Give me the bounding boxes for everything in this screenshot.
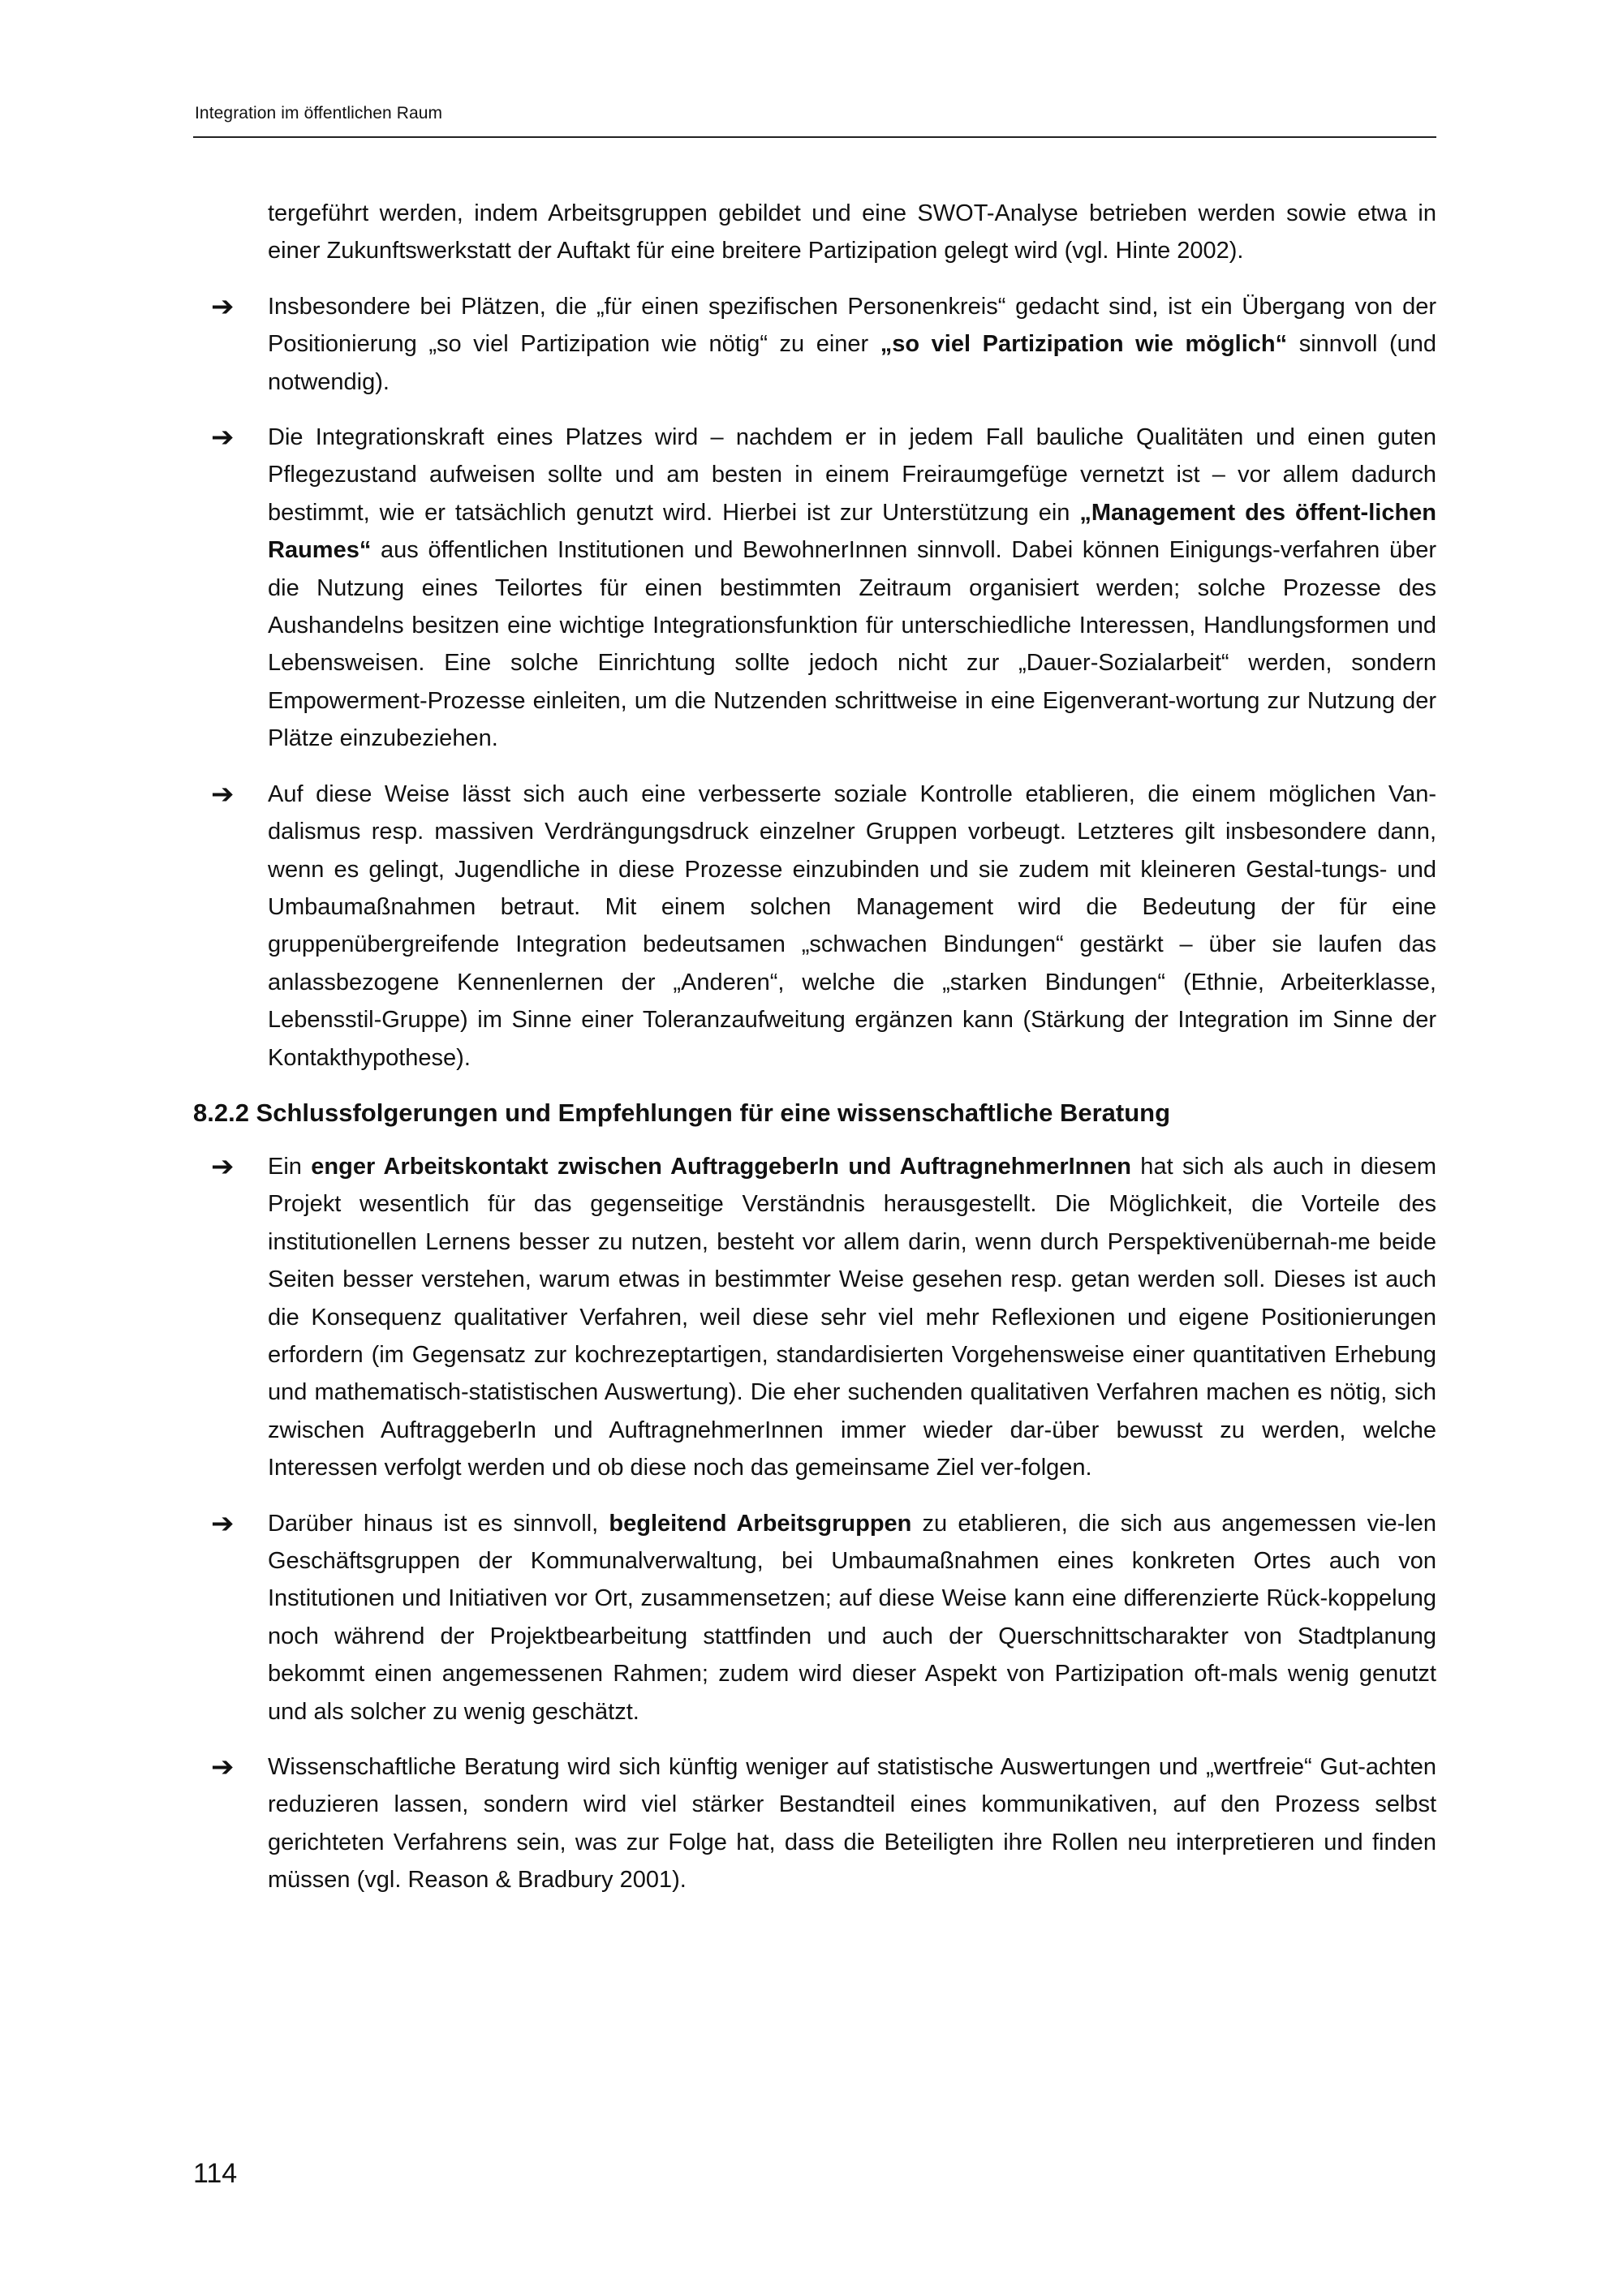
paragraph-text: Ein xyxy=(268,1153,312,1180)
paragraph-list-1 xyxy=(193,195,1436,1077)
arrow-bullet-icon: ➔ xyxy=(211,1150,235,1182)
paragraph-text: Darüber hinaus ist es sinnvoll, xyxy=(268,1510,609,1537)
body-paragraph xyxy=(211,419,1436,758)
body-paragraph xyxy=(268,195,1436,270)
section-heading: 8.2.2 Schlussfolgerungen und Empfehlungen für eine wissenschaftliche Beratung xyxy=(193,1098,1171,1127)
paragraph-text: aus öffentlichen Institutionen und BewohnerInnen sinnvoll. Dabei können Einigungs-verfahren über die Nutzung eines Teilortes für einen bestimmten Zeitraum organisiert werden; solche Prozesse des Aushandelns besitzen eine wichtige Integrationsfunktion für unterschiedliche Interessen, Handlungsformen und Lebensweisen. Eine solche Einrichtung sollte jedoch nicht zur „Dauer-Sozialarbeit“ werden, sondern Empowerment-Prozesse einleiten, um die Nutzenden schrittweise in eine Eigenverant-wortung zur Nutzung der Plätze einzubeziehen. xyxy=(268,537,1436,752)
page-number: 114 xyxy=(193,2158,238,2189)
body-paragraph xyxy=(211,1748,1436,1899)
emphasis-text: „so viel Partizipation wie möglich“ xyxy=(880,331,1288,358)
header-rule xyxy=(193,136,1436,138)
body-paragraph xyxy=(211,1505,1437,1731)
emphasis-text: begleitend Arbeitsgruppen xyxy=(609,1510,912,1537)
paragraph-text: hat sich als auch in diesem Projekt wesentlich für das gegenseitige Verständnis herausgestellt. Die Möglichkeit, die Vorteile des institutionellen Lernens besser zu nutzen, besteht vor allem darin, wenn durch Perspektivenübernah-me beide Seiten besser verstehen, warum etwas in bestimmter Weise gesehen resp. getan werden soll. Dieses ist auch die Konsequenz qualitativer Verfahren, weil diese sehr viel mehr Reflexionen und eigene Positionierungen erfordern (im Gegensatz zur kochrezeptartigen, standardisierten Vorgehensweise einer quantitativen Erhebung und mathematisch-statistischen Auswertung). Die eher suchenden qualitativen Verfahren machen es nötig, sich zwischen AuftraggeberIn und AuftragnehmerInnen immer wieder dar-über bewusst zu werden, welche Interessen verfolgt werden und ob diese noch das gemeinsame Ziel ver-folgen. xyxy=(268,1153,1436,1481)
paragraph-text: sinnvoll (und notwendig). xyxy=(268,331,1437,395)
arrow-bullet-icon: ➔ xyxy=(211,290,235,322)
arrow-bullet-icon: ➔ xyxy=(211,1752,235,1783)
body-paragraph xyxy=(211,288,1437,401)
running-header-title: Integration im öffentlichen Raum xyxy=(195,104,443,123)
paragraph-text: Insbesondere bei Plätzen, die „für einen spezifischen Personenkreis“ gedacht sind, ist ein Übergang von der Positionierung „so viel Partizipation wie nötig“ zu einer xyxy=(268,293,1436,358)
paragraph-text: Wissenschaftliche Beratung wird sich künftig weniger auf statistische Auswertungen und „wertfreie“ Gut-achten reduzieren lassen, sondern wird viel stärker Bestandteil eines kommunikativen, auf den Prozess selbst gerichteten Verfahrens sein, was zur Folge hat, dass die Beteiligten ihre Rollen neu interpretieren und finden müssen (vgl. Reason & Bradbury 2001). xyxy=(268,1754,1436,1894)
paragraph-text: tergeführt werden, indem Arbeitsgruppen gebildet und eine SWOT-Analyse betrieben werden sowie etwa in einer Zukunftswerkstatt der Auftakt für eine breitere Partizipation gelegt wird (vgl. Hinte 2002). xyxy=(268,200,1436,264)
emphasis-text: enger Arbeitskontakt zwischen AuftraggeberIn und AuftragnehmerInnen xyxy=(311,1153,1131,1180)
paragraph-text: zu etablieren, die sich aus angemessen vie-len Geschäftsgruppen der Kommunalverwaltung, bei Umbaumaßnahmen eines konkreten Ortes auch von Institutionen und Initiativen vor Ort, zusammensetzen; auf diese Weise kann eine differenzierte Rück-koppelung noch während der Projektbearbeitung stattfinden und auch der Querschnittscharakter von Stadtplanung bekommt einen angemessenen Rahmen; zudem wird dieser Aspekt von Partizipation oft-mals wenig genutzt und als solcher zu wenig geschätzt. xyxy=(268,1510,1437,1725)
paragraph-text: Die Integrationskraft eines Platzes wird – nachdem er in jedem Fall bauliche Qualitäten und einen guten Pflegezustand aufweisen sollte und am besten in einem Freiraumgefüge vernetzt ist – vor allem dadurch bestimmt, wie er tatsächlich genutzt wird. Hierbei ist zur Unterstützung ein xyxy=(268,424,1436,526)
paragraph-text: Auf diese Weise lässt sich auch eine verbesserte soziale Kontrolle etablieren, die einem möglichen Van-dalismus resp. massiven Verdrängungsdruck einzelner Gruppen vorbeugt. Letzteres gilt insbesondere dann, wenn es gelingt, Jugendliche in diese Prozesse einzubinden und sie zudem mit kleineren Gestal-tungs- und Umbaumaßnahmen betraut. Mit einem solchen Management wird die Bedeutung der für eine gruppenübergreifende Integration bedeutsamen „schwachen Bindungen“ gestärkt – über sie laufen das anlassbezogene Kennenlernen der „Anderen“, welche die „starken Bindungen“ (Ethnie, Arbeiterklasse, Lebensstil-Gruppe) im Sinne einer Toleranzaufweitung ergänzen kann (Stärkung der Integration im Sinne der Kontakthypothese). xyxy=(268,780,1436,1071)
arrow-bullet-icon: ➔ xyxy=(211,1507,235,1539)
arrow-bullet-icon: ➔ xyxy=(211,778,235,810)
arrow-bullet-icon: ➔ xyxy=(211,422,235,454)
body-paragraph xyxy=(211,776,1436,1077)
paragraph-list-2 xyxy=(193,1148,1436,1899)
body-paragraph xyxy=(211,1148,1436,1487)
page-body xyxy=(193,195,1436,1917)
emphasis-text: „Management des öffent-lichen Raumes“ xyxy=(268,499,1436,564)
